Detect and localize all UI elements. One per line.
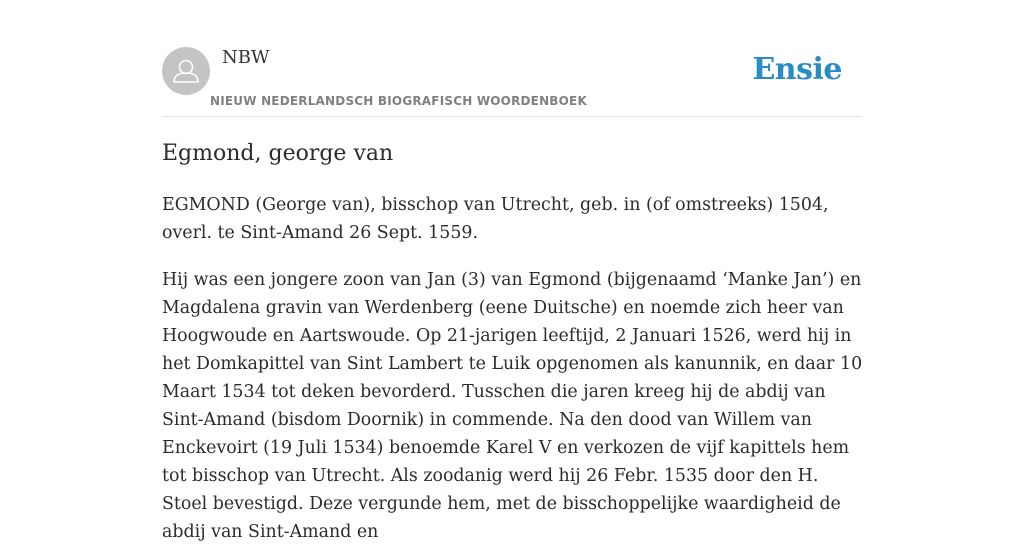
- brand-logo[interactable]: Ensie: [752, 52, 842, 87]
- article-body: [162, 138, 864, 546]
- page-title: Egmond, george van: [162, 141, 394, 166]
- article-paragraph: EGMOND (George van), bisschop van Utrecht, geb. in (of omstreeks) 1504, overl. te Sint-Amand 26 Sept. 1559.: [162, 195, 829, 243]
- avatar[interactable]: [162, 47, 210, 95]
- article-paragraph: Hij was een jongere zoon van Jan (3) van Egmond (bijgenaamd ‘Manke Jan’) en Magdalena gravin van Werdenberg (eene Duitsche) en noemde zich heer van Hoogwoude en Aartswoude. Op 21-jarigen leeftijd, 2 Januari 1526, werd hij in het Domkapittel van Sint Lambert te Luik opgenomen als kanunnik, en daar 10 Maart 1534 tot deken bevorderd. Tusschen die jaren kreeg hij de abdij van Sint-Amand (bisdom Doornik) in commende. Na den dood van Willem van Enckevoirt (19 Juli 1534) benoemde Karel V en verkozen de vijf kapittels hem tot bisschop van Utrecht. Als zoodanig werd hij 26 Febr. 1535 door den H. Stoel bevestigd. Deze vergunde hem, met de bisschoppelijke waardigheid de abdij van Sint-Amand en: [162, 270, 863, 542]
- article-header: [162, 46, 862, 117]
- user-icon: [162, 47, 210, 95]
- author-name[interactable]: NBW: [222, 47, 270, 68]
- publication-name[interactable]: NIEUW NEDERLANDSCH BIOGRAFISCH WOORDENBOEK: [210, 94, 587, 108]
